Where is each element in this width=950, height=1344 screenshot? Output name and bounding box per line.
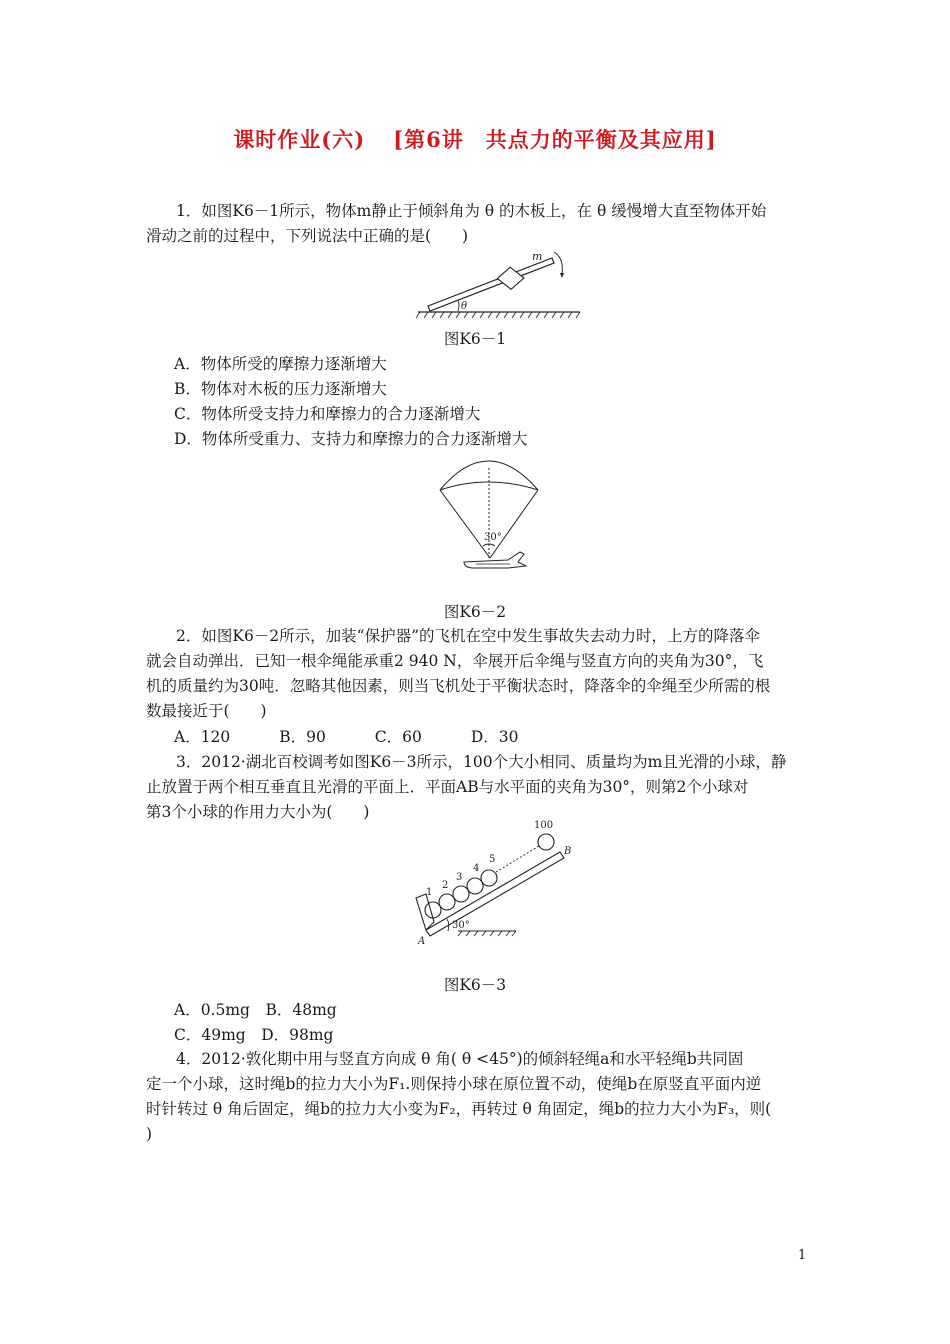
question-2-choices — [174, 725, 562, 747]
question-4-line: 定一个小球，这时绳b的拉力大小为F₁.则保持小球在原位置不动，使绳b在原竖直平面内逆 — [146, 1075, 762, 1093]
question-3-line: 止放置于两个相互垂直且光滑的平面上．平面AB与水平面的夹角为30°，则第2个小球对 — [146, 778, 749, 796]
question-2-choice-b: B．90 — [279, 728, 326, 746]
figure-k6-1 — [414, 244, 584, 320]
ball-label: 1 — [426, 887, 433, 898]
ball-label: 4 — [473, 863, 480, 874]
figure-label-angle: θ — [461, 301, 468, 312]
question-1-line: 滑动之前的过程中，下列说法中正确的是( ) — [146, 227, 469, 245]
question-2-line: 就会自动弹出．已知一根伞绳能承重2 940 N，伞展开后伞绳与竖直方向的夹角为30°，飞 — [146, 652, 764, 670]
question-1-stem — [146, 199, 806, 249]
figure-k6-1-caption: 图K6－1 — [443, 330, 507, 348]
point-a-label: A — [418, 936, 426, 947]
question-2-line: 2．如图K6－2所示，加装“保护器”的飞机在空中发生事故失去动力时，上方的降落伞 — [176, 627, 761, 645]
question-4-stem — [146, 1047, 806, 1147]
question-2-choice-a: A．120 — [174, 728, 231, 746]
ball-label: 5 — [489, 854, 496, 865]
figure-k6-2-caption: 图K6－2 — [443, 603, 507, 621]
question-1-option-b: B．物体对木板的压力逐渐增大 — [174, 380, 387, 398]
question-2-line: 数最接近于( ) — [146, 702, 267, 720]
question-1-option-a: A．物体所受的摩擦力逐渐增大 — [174, 355, 387, 373]
question-3-line: 3．2012·湖北百校调考如图K6－3所示，100个大小相同、质量均为m且光滑的小球，静 — [176, 753, 787, 771]
figure-k6-3-caption: 图K6－3 — [443, 976, 507, 994]
question-2-choice-d: D．30 — [470, 728, 519, 746]
figure-k6-2 — [436, 448, 542, 572]
ball-label: 100 — [534, 820, 554, 831]
point-b-label: B — [564, 846, 572, 857]
figure-label-angle: 30° — [484, 532, 502, 543]
question-4-line: 4．2012·敦化期中用与竖直方向成 θ 角( θ <45°)的倾斜轻绳a和水平轻绳b共同固 — [176, 1050, 744, 1068]
question-3-options-cd: C．49mg D．98mg — [174, 1026, 334, 1044]
question-4-line: 时针转过 θ 角后固定，绳b的拉力大小变为F₂，再转过 θ 角固定，绳b的拉力大小为F₃，则( — [146, 1100, 772, 1118]
question-3-stem — [146, 750, 806, 825]
question-2-choice-c: C．60 — [374, 728, 422, 746]
figure-label-mass: m — [532, 250, 543, 263]
figure-label-angle: 30° — [452, 920, 470, 931]
question-2-stem — [146, 624, 806, 724]
question-2-line: 机的质量约为30吨．忽略其他因素，则当飞机处于平衡状态时，降落伞的伞绳至少所需的根 — [146, 677, 771, 695]
title-sub: [第6讲 共点力的平衡及其应用] — [393, 127, 717, 152]
figure-k6-3 — [410, 818, 590, 948]
question-3-line: 第3个小球的作用力大小为( ) — [146, 803, 370, 821]
question-4-line: ) — [146, 1125, 153, 1143]
ball-label: 2 — [442, 880, 449, 891]
question-1-option-c: C．物体所受支持力和摩擦力的合力逐渐增大 — [174, 405, 481, 423]
question-1-option-d: D．物体所受重力、支持力和摩擦力的合力逐渐增大 — [174, 430, 528, 448]
title-main: 课时作业(六) — [233, 127, 366, 152]
question-1-line: 1．如图K6－1所示，物体m静止于倾斜角为 θ 的木板上，在 θ 缓慢增大直至物体开始 — [176, 202, 767, 220]
question-3-options-ab: A．0.5mg B．48mg — [174, 1001, 337, 1019]
ball-label: 3 — [456, 872, 463, 883]
page-title — [0, 124, 950, 154]
page-number: 1 — [798, 1248, 807, 1263]
